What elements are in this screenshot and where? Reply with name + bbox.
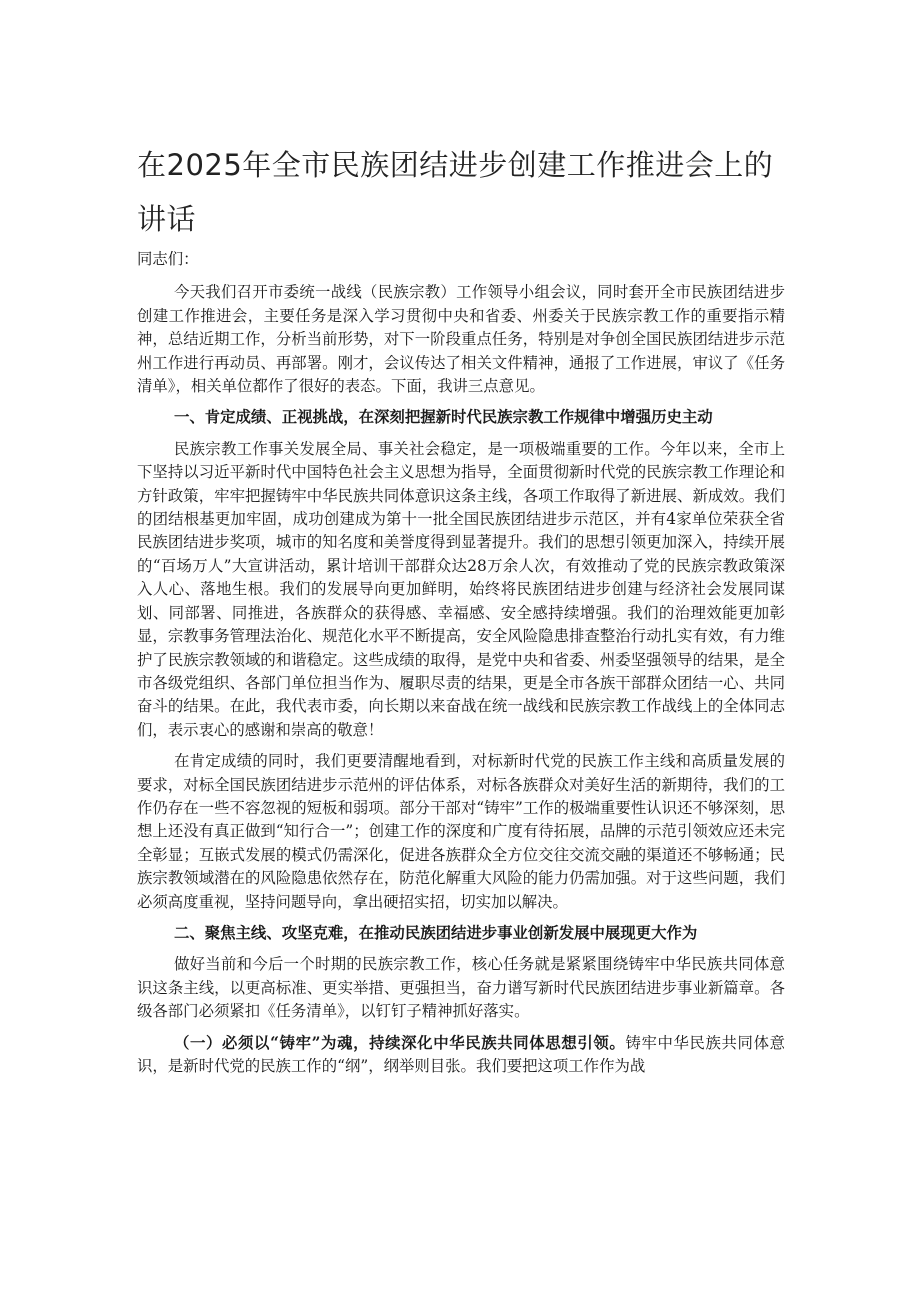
subsection-1 bbox=[137, 1032, 785, 1079]
section-heading-2: 二、聚焦主线、攻坚克难，在推动民族团结进步事业创新发展中展现更大作为 bbox=[173, 923, 698, 942]
paragraph-challenges: 在肯定成绩的同时，我们更要清醒地看到，对标新时代党的民族工作主线和高质量发展的要求，对标全国民族团结进步示范州的评估体系，对标各族群众对美好生活的新期待，我们的工作仍存在一些不容忽视的短板和弱项。部分干部对“铸牢”工作的极端重要性认识还不够深刻，思想上还没有真正做到“知行合一”；创建工作的深度和广度有待拓展，品牌的示范引领效应还未完全彰显；互嵌式发展的模式仍需深化，促进各族群众全方位交往交流交融的渠道还不够畅通；民族宗教领域潜在的风险隐患依然存在，防范化解重大风险的能力仍需加强。对于这些问题，我们必须高度重视，坚持问题导向，拿出硬招实招，切实加以解决。 bbox=[137, 752, 785, 911]
paragraph-achievements: 民族宗教工作事关发展全局、事关社会稳定，是一项极端重要的工作。今年以来，全市上下坚持以习近平新时代中国特色社会主义思想为指导，全面贯彻新时代党的民族宗教工作理论和方针政策，牢牢把握铸牢中华民族共同体意识这条主线，各项工作取得了新进展、新成效。我们的团结根基更加牢固，成功创建成为第十一批全国民族团结进步示范区，并有4家单位荣获全省民族团结进步奖项，城市的知名度和美誉度得到显著提升。我们的思想引领更加深入，持续开展的“百场万人”大宣讲活动，累计培训干部群众达28万余人次，有效推动了党的民族宗教政策深入人心、落地生根。我们的发展导向更加鲜明，始终将民族团结进步创建与经济社会发展同谋划、同部署、同推进，各族群众的获得感、幸福感、安全感持续增强。我们的治理效能更加彰显，宗教事务管理法治化、规范化水平不断提高，安全风险隐患排查整治行动扎实有效，有力维护了民族宗教领域的和谐稳定。这些成绩的取得，是党中央和省委、州委坚强领导的结果，是全市各级党组织、各部门单位担当作为、履职尽责的结果，更是全市各族干部群众团结一心、共同奋斗的结果。在此，我代表市委，向长期以来奋战在统一战线和民族宗教工作战线上的全体同志们，表示衷心的感谢和崇高的敬意！ bbox=[137, 439, 785, 739]
paragraph-core-task: 做好当前和今后一个时期的民族宗教工作，核心任务就是紧紧围绕铸牢中华民族共同体意识这条主线，以更高标准、更实举措、更强担当，奋力谱写新时代民族团结进步事业新篇章。各级各部门必须紧扣《任务清单》，以钉钉子精神抓好落实。 bbox=[137, 955, 785, 1021]
section-heading-1: 一、肯定成绩、正视挑战，在深刻把握新时代民族宗教工作规律中增强历史主动 bbox=[173, 408, 713, 427]
subsection-1-text: 铸牢中华民族共同体意识，是新时代党的民族工作的“纲”，纲举则目张。我们要把这项工作作为战 bbox=[137, 1033, 785, 1075]
subsection-1-heading: （一）必须以“铸牢”为魂，持续深化中华民族共同体思想引领。 bbox=[173, 1033, 626, 1052]
intro-paragraph: 今天我们召开市委统一战线（民族宗教）工作领导小组会议，同时套开全市民族团结进步创建工作推进会，主要任务是深入学习贯彻中央和省委、州委关于民族宗教工作的重要指示精神，总结近期工作，分析当前形势，对下一阶段重点任务，特别是对争创全国民族团结进步示范州工作进行再动员、再部署。刚才，会议传达了相关文件精神，通报了工作进展，审议了《任务清单》，相关单位都作了很好的表态。下面，我讲三点意见。 bbox=[137, 283, 785, 396]
document-title: 在2025年全市民族团结进步创建工作推进会上的讲话 bbox=[137, 148, 774, 236]
salutation: 同志们： bbox=[137, 250, 199, 268]
document-body bbox=[137, 248, 785, 1086]
